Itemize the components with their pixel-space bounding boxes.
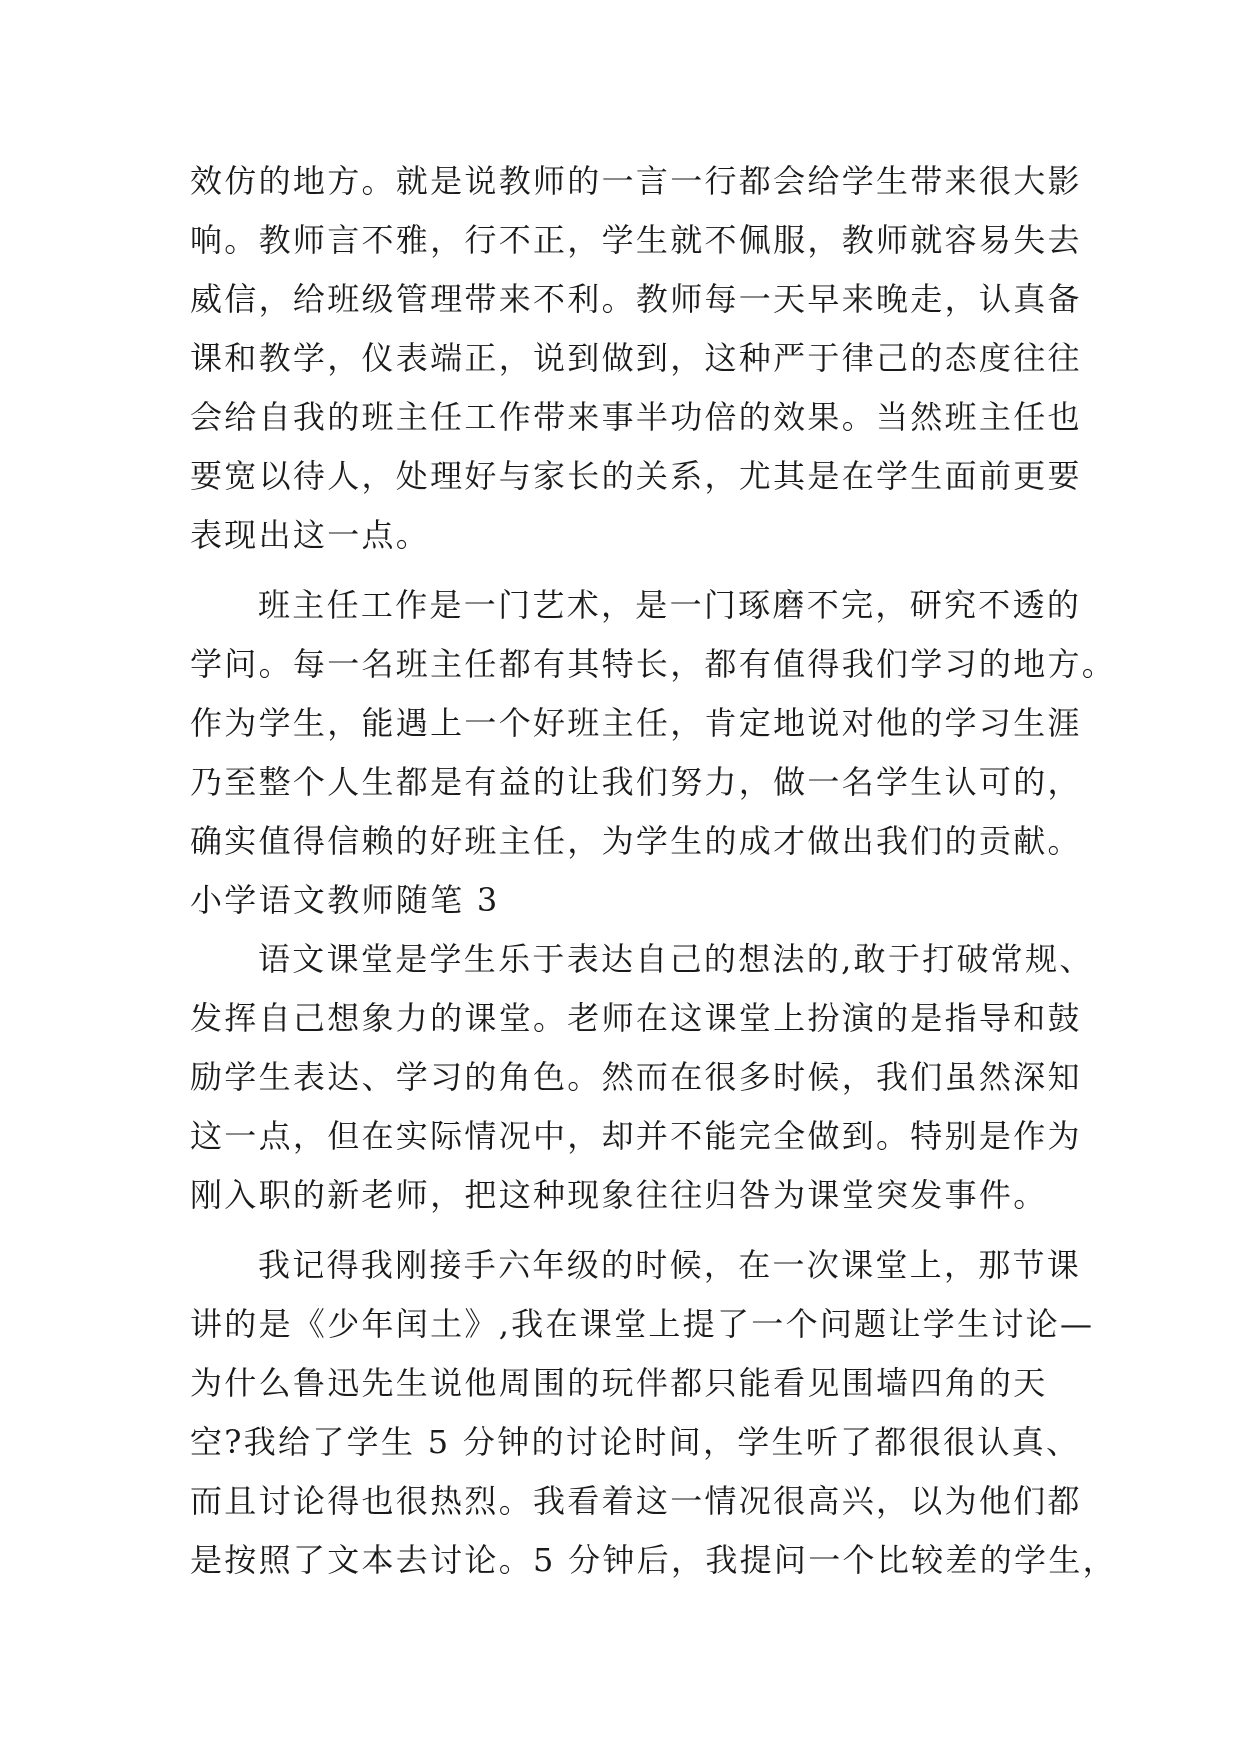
section-paragraph-1 <box>190 930 1094 1225</box>
text-line: 乃至整个人生都是有益的让我们努力，做一名学生认可的， <box>190 763 1082 801</box>
text-line: 而且讨论得也很热烈。我看着这一情况很高兴，以为他们都 <box>190 1482 1082 1520</box>
text-line: 作为学生，能遇上一个好班主任，肯定地说对他的学习生涯 <box>190 704 1082 742</box>
text-line: 我记得我刚接手六年级的时候，在一次课堂上，那节课 <box>258 1246 1082 1284</box>
text-line: 讲的是《少年闰土》,我在课堂上提了一个问题让学生讨论— <box>190 1305 1095 1343</box>
text-line: 确实值得信赖的好班主任，为学生的成才做出我们的贡献。 <box>190 822 1082 860</box>
text-line: 发挥自己想象力的课堂。老师在这课堂上扮演的是指导和鼓 <box>190 999 1082 1037</box>
text-line: 会给自我的班主任工作带来事半功倍的效果。当然班主任也 <box>190 398 1082 436</box>
text-line: 空?我给了学生 5 分钟的讨论时间，学生听了都很很认真、 <box>190 1423 1081 1461</box>
text-line: 班主任工作是一门艺术，是一门琢磨不完，研究不透的 <box>258 586 1082 624</box>
text-line: 效仿的地方。就是说教师的一言一行都会给学生带来很大影 <box>190 162 1082 200</box>
paragraph-2 <box>190 576 1117 871</box>
text-line: 励学生表达、学习的角色。然而在很多时候，我们虽然深知 <box>190 1058 1082 1096</box>
text-line: 学问。每一名班主任都有其特长，都有值得我们学习的地方。 <box>190 645 1117 683</box>
text-line: 刚入职的新老师，把这种现象往往归咎为课堂突发事件。 <box>190 1176 1048 1214</box>
text-line: 这一点，但在实际情况中，却并不能完全做到。特别是作为 <box>190 1117 1082 1155</box>
document-body <box>190 152 1117 1590</box>
text-line: 响。教师言不雅，行不正，学生就不佩服，教师就容易失去 <box>190 221 1082 259</box>
text-line: 是按照了文本去讨论。5 分钟后，我提问一个比较差的学生， <box>190 1541 1117 1579</box>
text-line: 语文课堂是学生乐于表达自己的想法的,敢于打破常规、 <box>258 940 1094 978</box>
section-paragraph-2 <box>190 1236 1117 1590</box>
text-line: 课和教学，仪表端正，说到做到，这种严于律己的态度往往 <box>190 339 1082 377</box>
text-line: 威信，给班级管理带来不利。教师每一天早来晚走，认真备 <box>190 280 1082 318</box>
section-title: 小学语文教师随笔 3 <box>190 881 500 919</box>
text-line: 表现出这一点。 <box>190 516 431 554</box>
text-line: 为什么鲁迅先生说他周围的玩伴都只能看见围墙四角的天 <box>190 1364 1048 1402</box>
text-line: 要宽以待人，处理好与家长的关系，尤其是在学生面前更要 <box>190 457 1082 495</box>
paragraph-1 <box>190 152 1082 565</box>
